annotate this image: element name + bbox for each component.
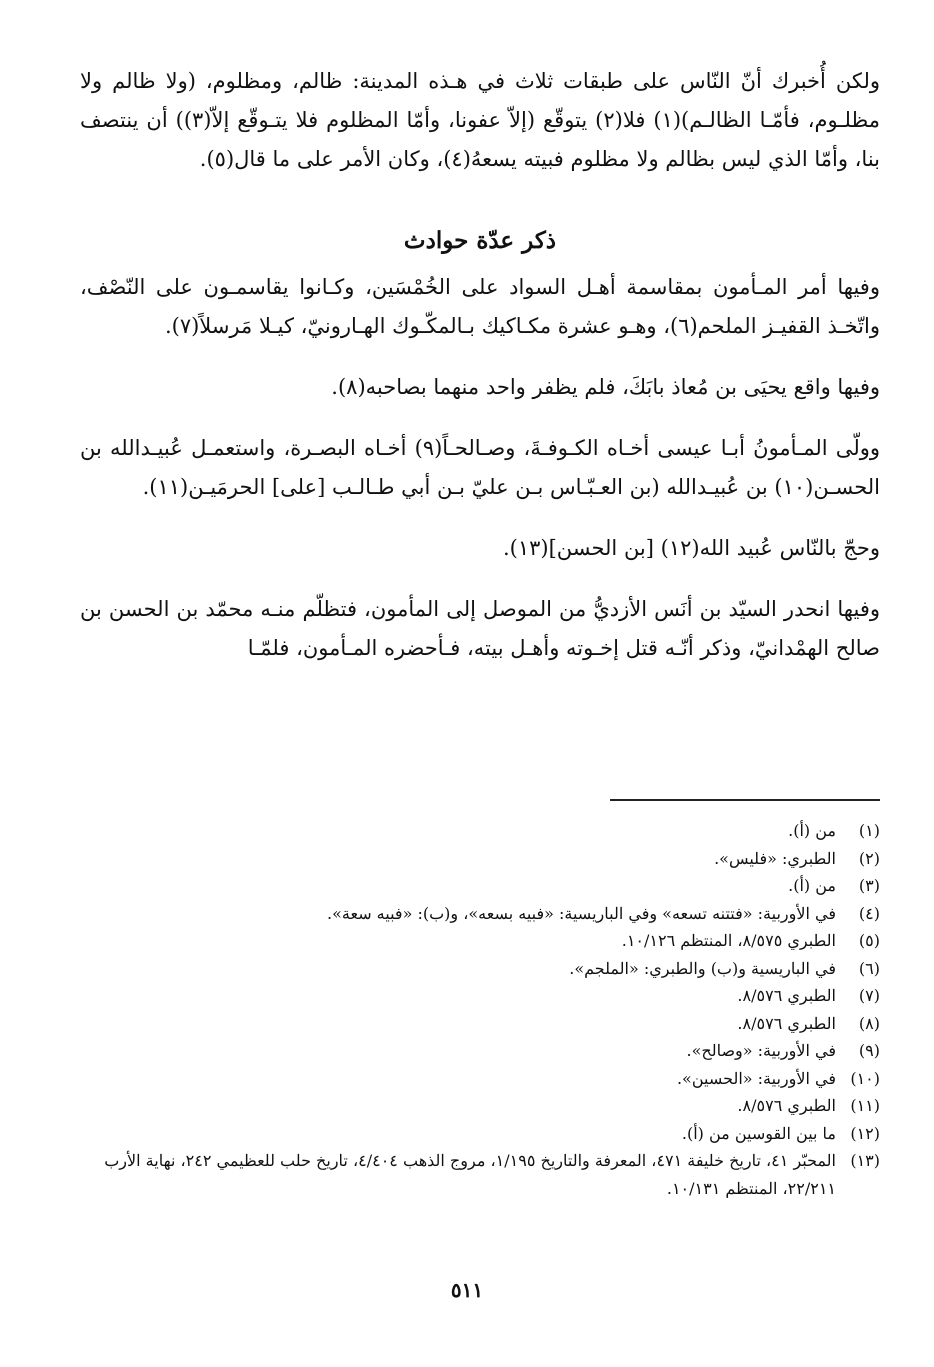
footnote-text: الطبري ٨/٥٧٦. <box>737 1013 836 1033</box>
footnote-text: من (أ). <box>788 876 836 895</box>
footnote-number: (٦) <box>858 958 880 978</box>
footnote-text: المحبّر ٤١، تاريخ خليفة ٤٧١، المعرفة والتاريخ ١/١٩٥، مروج الذهب ٤/٤٠٤، تاريخ حلب للعظيمي ٢٤٢، نهاية الأرب ٢٢/٢١١، المنتظم ١٠/١٣١. <box>104 1151 836 1198</box>
footnote-text: الطبري ٨/٥٧٥، المنتظم ١٠/١٢٦. <box>621 931 836 950</box>
footnote-item <box>80 955 880 983</box>
footnote-number: (٥) <box>858 931 880 950</box>
paragraph-6: وفيها انحدر السيّد بن أنَس الأزديُّ من الموصل إلى المأمون، فتظلّم منـه محمّد بن الحسن بن صالح الهمْدانيّ، وذكر أنّـه قتل إخـوته وأهـل بيته، فـأحضره المـأمون، فلمّـا <box>80 597 880 660</box>
paragraph-1: ولكن أُخبرك أنّ النّاس على طبقات ثلاث في هـذه المدينة: ظالم، ومظلوم، (ولا ظالم ولا مظلـوم، فأمّـا الظالـم)(١) فلا(٢) يتوقّع (إلاّ عفونا، وأمّا المظلوم فلا يتـوقّع إلاّ(٣)) أن ينتصف بنا، وأمّا الذي ليس بظالم ولا مظلوم فبيته يسعهُ(٤)، وكان الأمر على ما قال(٥). <box>80 69 880 171</box>
footnote-text: في الأوربية: «وصالح». <box>686 1041 836 1060</box>
paragraph-3: وفيها واقع يحيَى بن مُعاذ بابَكَ، فلم يظفر واحد منهما بصاحبه(٨). <box>331 375 880 399</box>
footnote-text: الطبري: «فليس». <box>714 848 836 868</box>
footnote-item <box>80 845 880 873</box>
footnote-item <box>80 1120 880 1148</box>
footnote-item <box>80 900 880 928</box>
main-text <box>80 62 880 690</box>
paragraph-5: وحجّ بالنّاس عُبيد الله(١٢) [بن الحسن](١٣). <box>502 536 880 560</box>
footnote-number: (٨) <box>858 1013 880 1033</box>
paragraph-2: وفيها أمر المـأمون بمقاسمة أهـل السواد على الخُمْسَين، وكـانوا يقاسمـون على النّصْف، واتّخـذ القفيـز الملحم(٦)، وهـو عشرة مكـاكيك بـالمكّـوك الهـارونيّ، كيـلا مَرسلاً(٧). <box>80 275 880 338</box>
footnote-number: (١) <box>858 821 880 840</box>
footnote-number: (٧) <box>858 986 880 1005</box>
footnote-number: (٤) <box>858 903 880 923</box>
footnote-number: (١٣) <box>850 1151 880 1170</box>
footnote-item <box>80 1037 880 1065</box>
footnote-text: الطبري ٨/٥٧٦. <box>737 986 836 1005</box>
footnote-item <box>80 1010 880 1038</box>
footnote-text: ما بين القوسين من (أ). <box>681 1123 836 1143</box>
footnote-list <box>80 817 880 1202</box>
footnote-item <box>80 1147 880 1202</box>
footnote-item <box>80 817 880 845</box>
footnote-item <box>80 1092 880 1120</box>
footnote-item <box>80 1065 880 1093</box>
footnote-text: من (أ). <box>788 821 836 840</box>
footnote-text: الطبري ٨/٥٧٦. <box>737 1096 836 1115</box>
footnote-number: (١٠) <box>850 1068 880 1088</box>
footnotes <box>80 799 880 1202</box>
footnote-number: (١١) <box>850 1096 880 1115</box>
footnote-number: (٣) <box>858 876 880 895</box>
footnote-number: (٢) <box>858 848 880 868</box>
footnote-item <box>80 927 880 955</box>
footnote-text: في الأوربية: «فتتنه تسعه» وفي الباريسية: «فبيه بسعه»، و(ب): «فبيه سعة». <box>327 903 836 923</box>
footnote-item <box>80 982 880 1010</box>
footnote-number: (١٢) <box>850 1123 880 1143</box>
footnote-number: (٩) <box>858 1041 880 1060</box>
footnote-text: في الباريسية و(ب) والطبري: «الملجم». <box>569 958 836 978</box>
paragraph-4: وولّى المـأمونُ أبـا عيسى أخـاه الكـوفـةَ، وصـالحـاً(٩) أخـاه البصـرة، واستعمـل عُبيـدالله بن الحسـن(١٠) بن عُبيـدالله (بن العـبّـاس بـن عليّ بـن أبي طـالـب [على] الحرمَيـن(١١). <box>80 436 880 499</box>
section-heading: ذكر عدّة حوادث <box>403 227 557 254</box>
footnote-divider <box>610 799 880 801</box>
page-number: ٥١١ <box>450 1278 484 1302</box>
footnote-text: في الأوربية: «الحسين». <box>676 1068 836 1088</box>
footnote-item <box>80 872 880 900</box>
